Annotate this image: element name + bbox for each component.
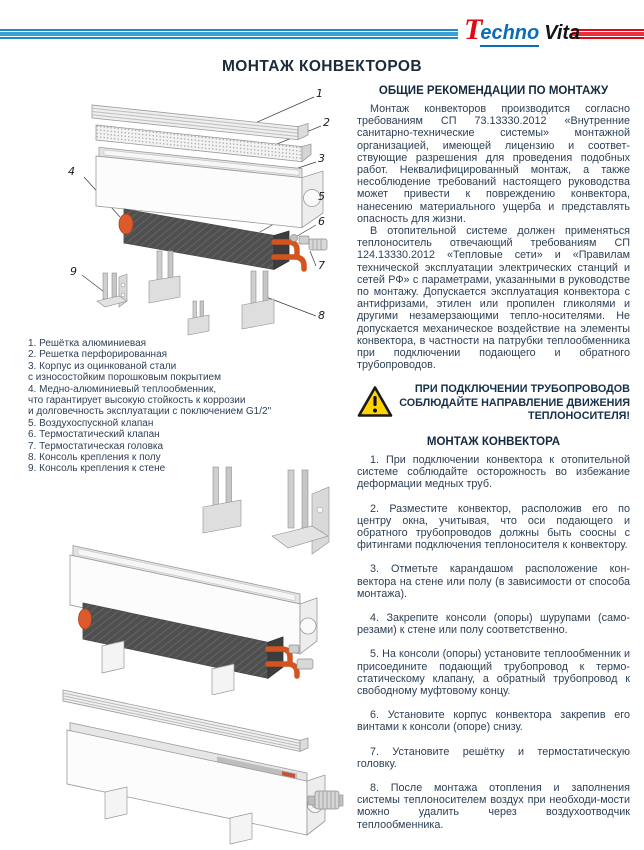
callout-7: 7 [318,259,325,272]
callout-4: 4 [68,165,75,178]
montage-step: 5. На консоли (опоры) установите теплообменник и присоедините подающий трубопровод к термо-статическому клапану, а обратный трубопровод к свободному муфтовому концу. [357,648,630,698]
callout-2: 2 [323,116,330,129]
montage-step: 3. Отметьте карандашом расположение кон-вектора на стене или полу (в зависимости от способа монтажа). [357,563,630,600]
section-montage-title: МОНТАЖ КОНВЕКТОРА [426,435,561,448]
callout-1: 1 [316,87,323,100]
casing-foot-right [230,813,252,844]
instructions-column [357,85,630,843]
warning-text [395,383,630,424]
header-red-stripes [572,29,644,39]
logo-echno: echno [480,22,539,47]
console-foot-left [102,641,124,673]
logo-letter-t: T [464,13,481,46]
montage-step: 8. После монтажа отопления и заполнения системы теплоносителем воздух при необходи-мости можно удалить через воздухоотводчик теплообменника. [357,782,630,831]
air-vent-valve [291,235,298,242]
general-paragraph-2: В отопительной системе должен применяться теплоноситель отвечающий требованиям СП 124.13330.2012 «Тепловые сети» и «Правилам технической эксплуатации электрических станций и сетей РФ» с параметрами, указанными в руководстве по монтажу. Допускается эксплуатация конвектора с антифризами, этилен или пропилен гликолями и другими незамерзающими тепло-носителями. Не допускается механическое воздействие на элементы конвектора, в частности на патрубки теплообменника при подключении подающего и обратного трубопроводов. [357,225,630,372]
casing-foot-left [105,787,127,819]
page-title: МОНТАЖ КОНВЕКТОРОВ [222,58,422,75]
parts-list-line: 6. Термостатический клапан [28,429,160,441]
part-bracket-small [188,301,209,335]
callout-5: 5 [318,190,325,203]
montage-step: 4. Закрепите консоли (опоры) шурупами (само-резами) к стене или полу соответственно. [357,612,630,637]
warning-line: ТЕПЛОНОСИТЕЛЯ! [527,410,630,423]
parts-list-line: 8. Консоль крепления к полу [28,452,161,464]
wall-console [272,470,329,554]
assembled-convector-diagram [20,688,350,850]
part-floor-bracket [242,271,274,329]
callout-8: 8 [318,309,325,322]
exploded-view-drawing [20,85,350,337]
brand-logo [464,13,581,47]
parts-list-line: 5. Воздухоспускной клапан [28,417,154,429]
section-general-title: ОБЩИЕ РЕКОМЕНДАЦИИ ПО МОНТАЖУ [378,85,609,97]
header-blue-stripes [0,29,458,39]
thermostatic-valve [299,236,309,244]
callout-3: 3 [318,152,325,165]
part-floor-bracket-mid [149,251,180,303]
mounting-drawing [20,455,350,695]
parts-list-line: что гарантирует высокую стойкость к коррозии [28,395,246,407]
parts-list-line: 4. Медно-алюминиевый теплообменник, [28,383,217,395]
mounting-diagram [20,455,350,695]
parts-list-line: 1. Решётка алюминиевая [28,338,147,349]
parts-list-line: 3. Корпус из оцинкованой стали [28,360,177,372]
parts-list-line: 2. Решетка перфорированная [28,349,168,361]
parts-list-line: 9. Консоль крепления к стене [28,463,166,475]
exploded-view-diagram [20,85,350,337]
callout-6: 6 [318,215,325,228]
thermostatic-head [309,239,327,250]
montage-step: 2. Разместите конвектор, расположив его по центру окна, учитывая, что оси подающего и обратного трубопроводов должны быть соосны с фитингами подключения теплоносителя к конвектору. [357,502,630,552]
floor-console [203,467,241,533]
callout-9: 9 [70,265,77,278]
parts-list-line: 7. Термостатическая головка [28,440,164,452]
warning-icon [357,383,395,423]
general-paragraph-1: Монтаж конвекторов производится согласно требованиям СП 73.13330.2012 «Внутренние санитарно-технические системы» монтажной организацией, имеющей лицензию и соответ-ствующие разрешения для проведения подобных работ. Неквалифицированный монтаж, а также несоблюдение требований настоящего руководства может привести к повреждению конвектора, нанесению материального ущерба и представлять опасность для жизни. [357,103,630,225]
warning-line: СОБЛЮДАЙТЕ НАПРАВЛЕНИЕ ДВИЖЕНИЯ [399,396,630,409]
warning-box [357,383,630,424]
montage-step: 7. Установите решётку и термостатическую головку. [357,745,630,770]
montage-step: 1. При подключении конвектора к отопительной системе соблюдайте осторожность во избежание деформации медных труб. [357,453,630,491]
assembled-drawing [20,688,350,850]
montage-step: 6. Установите корпус конвектора закрепив его винтами к консоли (опоре) снизу. [357,709,630,734]
warning-line: ПРИ ПОДКЛЮЧЕНИИ ТРУБОПРОВОДОВ [414,383,630,396]
parts-list-line: с износостойким порошковым покрытием [28,372,221,384]
parts-list-line: и долговечность эксплуатации с поключением G1/2" [28,406,272,418]
logo-vita: Vita [544,22,581,44]
